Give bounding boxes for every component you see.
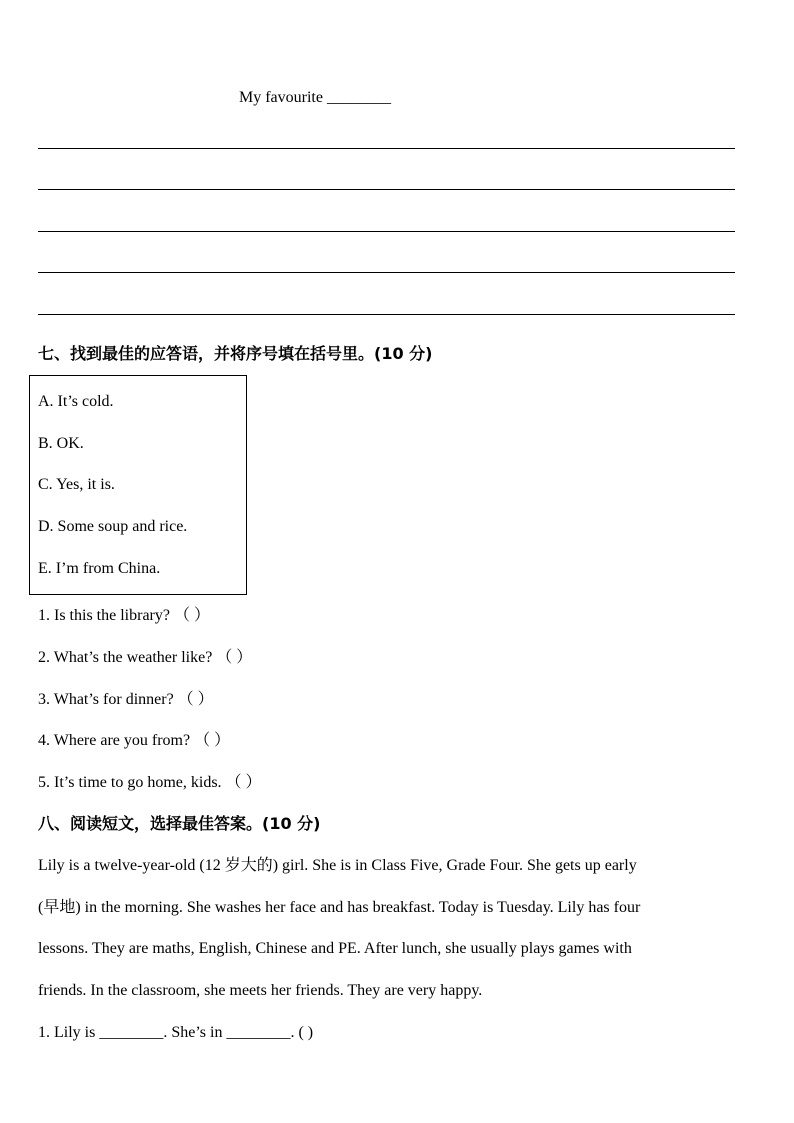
reading-passage bbox=[38, 856, 748, 1006]
question-item: 3. What’s for dinner? （ ） bbox=[38, 691, 214, 708]
question-item: 2. What’s the weather like? （ ） bbox=[38, 649, 253, 666]
question-item: 1. Is this the library? （ ） bbox=[38, 607, 210, 624]
passage-line: friends. In the classroom, she meets her friends. They are very happy. bbox=[38, 982, 483, 999]
passage-line: Lily is a twelve-year-old (12 岁大的) girl. She is in Class Five, Grade Four. She gets up early bbox=[38, 857, 637, 874]
passage-line: lessons. They are maths, English, Chinese and PE. After lunch, she usually plays games with bbox=[38, 940, 632, 957]
passage-line: (早地) in the morning. She washes her face and has breakfast. Today is Tuesday. Lily has four bbox=[38, 899, 641, 916]
answer-option: E. I’m from China. bbox=[38, 560, 161, 577]
writing-line bbox=[38, 148, 735, 149]
writing-line bbox=[38, 189, 735, 190]
writing-title: My favourite ________ bbox=[239, 89, 391, 106]
writing-line bbox=[38, 314, 735, 315]
answer-option: C. Yes, it is. bbox=[38, 476, 115, 493]
section-7-heading: 七、找到最佳的应答语，并将序号填在括号里。(10 分) bbox=[38, 344, 433, 363]
reading-question: 1. Lily is ________. She’s in ________. ( ) bbox=[38, 1024, 314, 1041]
writing-line bbox=[38, 272, 735, 273]
question-item: 4. Where are you from? （ ） bbox=[38, 732, 231, 749]
section-8-heading: 八、阅读短文，选择最佳答案。(10 分) bbox=[38, 814, 321, 833]
question-item: 5. It’s time to go home, kids. （ ） bbox=[38, 774, 262, 791]
answer-option: A. It’s cold. bbox=[38, 393, 114, 410]
answer-option: B. OK. bbox=[38, 435, 84, 452]
writing-line bbox=[38, 231, 735, 232]
answer-option: D. Some soup and rice. bbox=[38, 518, 188, 535]
